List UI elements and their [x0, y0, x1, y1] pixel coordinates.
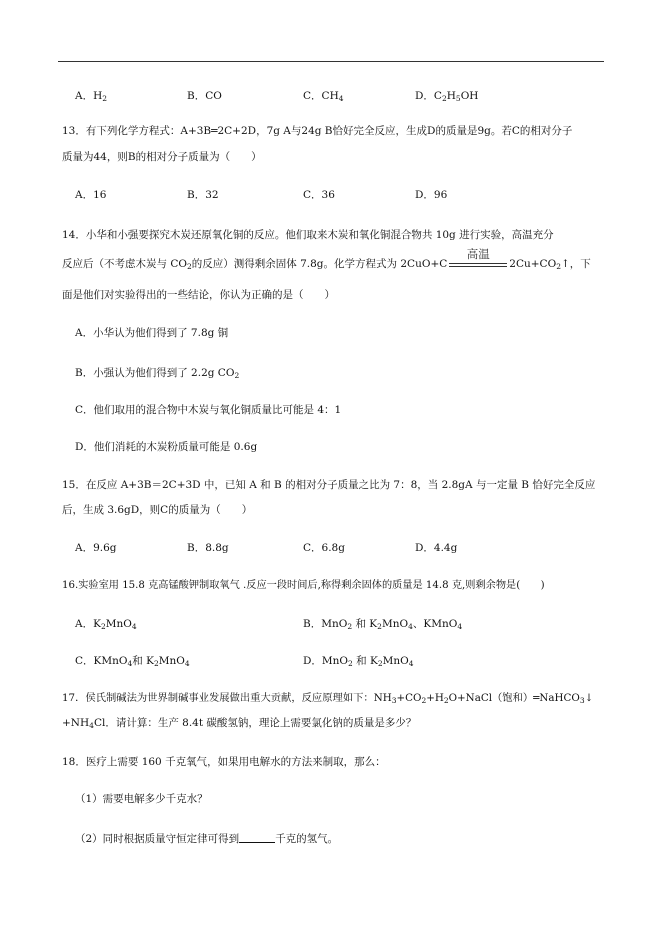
q14-option-c: C．他们取用的混合物中木炭与氧化铜质量比可能是 4：1: [75, 404, 342, 416]
q16-option-c: C．KMnO$_4$和 $K_2MnO_4$: [75, 655, 190, 668]
q16-option-b: B．MnO$_2$ 和 $K_2MnO_4$、KMnO$_4$: [303, 618, 463, 631]
q13-option-c: C．36: [303, 189, 335, 201]
q14-option-b: B．小强认为他们得到了 2.2g $CO_2$: [75, 367, 240, 380]
q12-option-c: C．$CH_4$: [303, 90, 344, 103]
q12-option-b: B．CO: [187, 90, 222, 102]
reaction-condition: 高温: [449, 257, 507, 271]
q13-stem-line2: 质量为44，则B的相对分子质量为（ ）: [62, 151, 262, 163]
q14-option-a: A．小华认为他们得到了 7.8g 铜: [75, 327, 229, 339]
q14-stem-line3: 面是他们对实验得出的一些结论，你认为正确的是（ ）: [62, 289, 335, 301]
q14-option-d: D．他们消耗的木炭粉质量可能是 0.6g: [75, 441, 258, 453]
q18-sub-question-2: （2）同时根据质量守恒定律可得到 千克的氢气。: [75, 833, 339, 845]
q16-option-a: A．$K_2MnO_4$: [75, 618, 137, 631]
q13-option-b: B．32: [187, 189, 219, 201]
q15-option-d: D．4.4g: [415, 542, 458, 554]
q12-option-a: A．$H_2$: [75, 90, 108, 103]
q15-option-c: C．6.8g: [303, 542, 345, 554]
q14-stem-line1: 14．小华和小强要探究木炭还原氧化铜的反应。他们取来木炭和氧化铜混合物共 10g 进行实验，高温充分: [62, 229, 554, 241]
q13-option-a: A．16: [75, 189, 107, 201]
q15-stem-line2: 后，生成 3.6gD，则C的质量为（ ）: [62, 504, 253, 516]
q15-option-b: B．8.8g: [187, 542, 229, 554]
q16-stem: 16.实验室用 15.8 克高锰酸钾制取氧气 .反应一段时间后,称得剩余固体的质量是 14.8 克,则剩余物是( ): [62, 580, 545, 591]
q12-option-d: D．$C_2H_5OH$: [415, 90, 479, 103]
header-rule: [58, 61, 604, 62]
q18-sub-question-1: （1）需要电解多少千克水？: [75, 793, 208, 805]
q17-stem-line2: $+NH_4Cl$．请计算：生产 8.4t 碳酸氢钠，理论上需要氯化钠的质量是多少？: [62, 717, 417, 730]
q18-stem: 18．医疗上需要 160 千克氧气，如果用电解水的方法来制取，那么：: [62, 756, 386, 768]
q13-option-d: D．96: [415, 189, 448, 201]
q13-stem-line1: 13．有下列化学方程式：A+3B═2C+2D，7g A与24g B恰好完全反应，生成D的质量是9g。若C的相对分子: [62, 125, 573, 137]
q15-option-a: A．9.6g: [75, 542, 117, 554]
q17-stem-line1: 17．侯氏制碱法为世界制碱事业发展做出重大贡献，反应原理如下：$NH_3+CO_2+H_2O+NaCl$（饱和）═NaHCO$_3$↓: [62, 692, 594, 705]
answer-blank: [239, 831, 275, 843]
q14-stem-line2: 反应后（不考虑木炭与 $CO_2$的反应）测得剩余固体 7.8g。化学方程式为 2CuO+C 高温 $2Cu+CO_2↑$，下: [62, 247, 591, 271]
q15-stem-line1: 15．在反应 A+3B＝2C+3D 中，已知 A 和 B 的相对分子质量之比为 7：8，当 2.8gA 与一定量 B 恰好完全反应: [62, 479, 596, 491]
q16-option-d: D．MnO$_2$ 和 $K_2MnO_4$: [303, 655, 414, 668]
